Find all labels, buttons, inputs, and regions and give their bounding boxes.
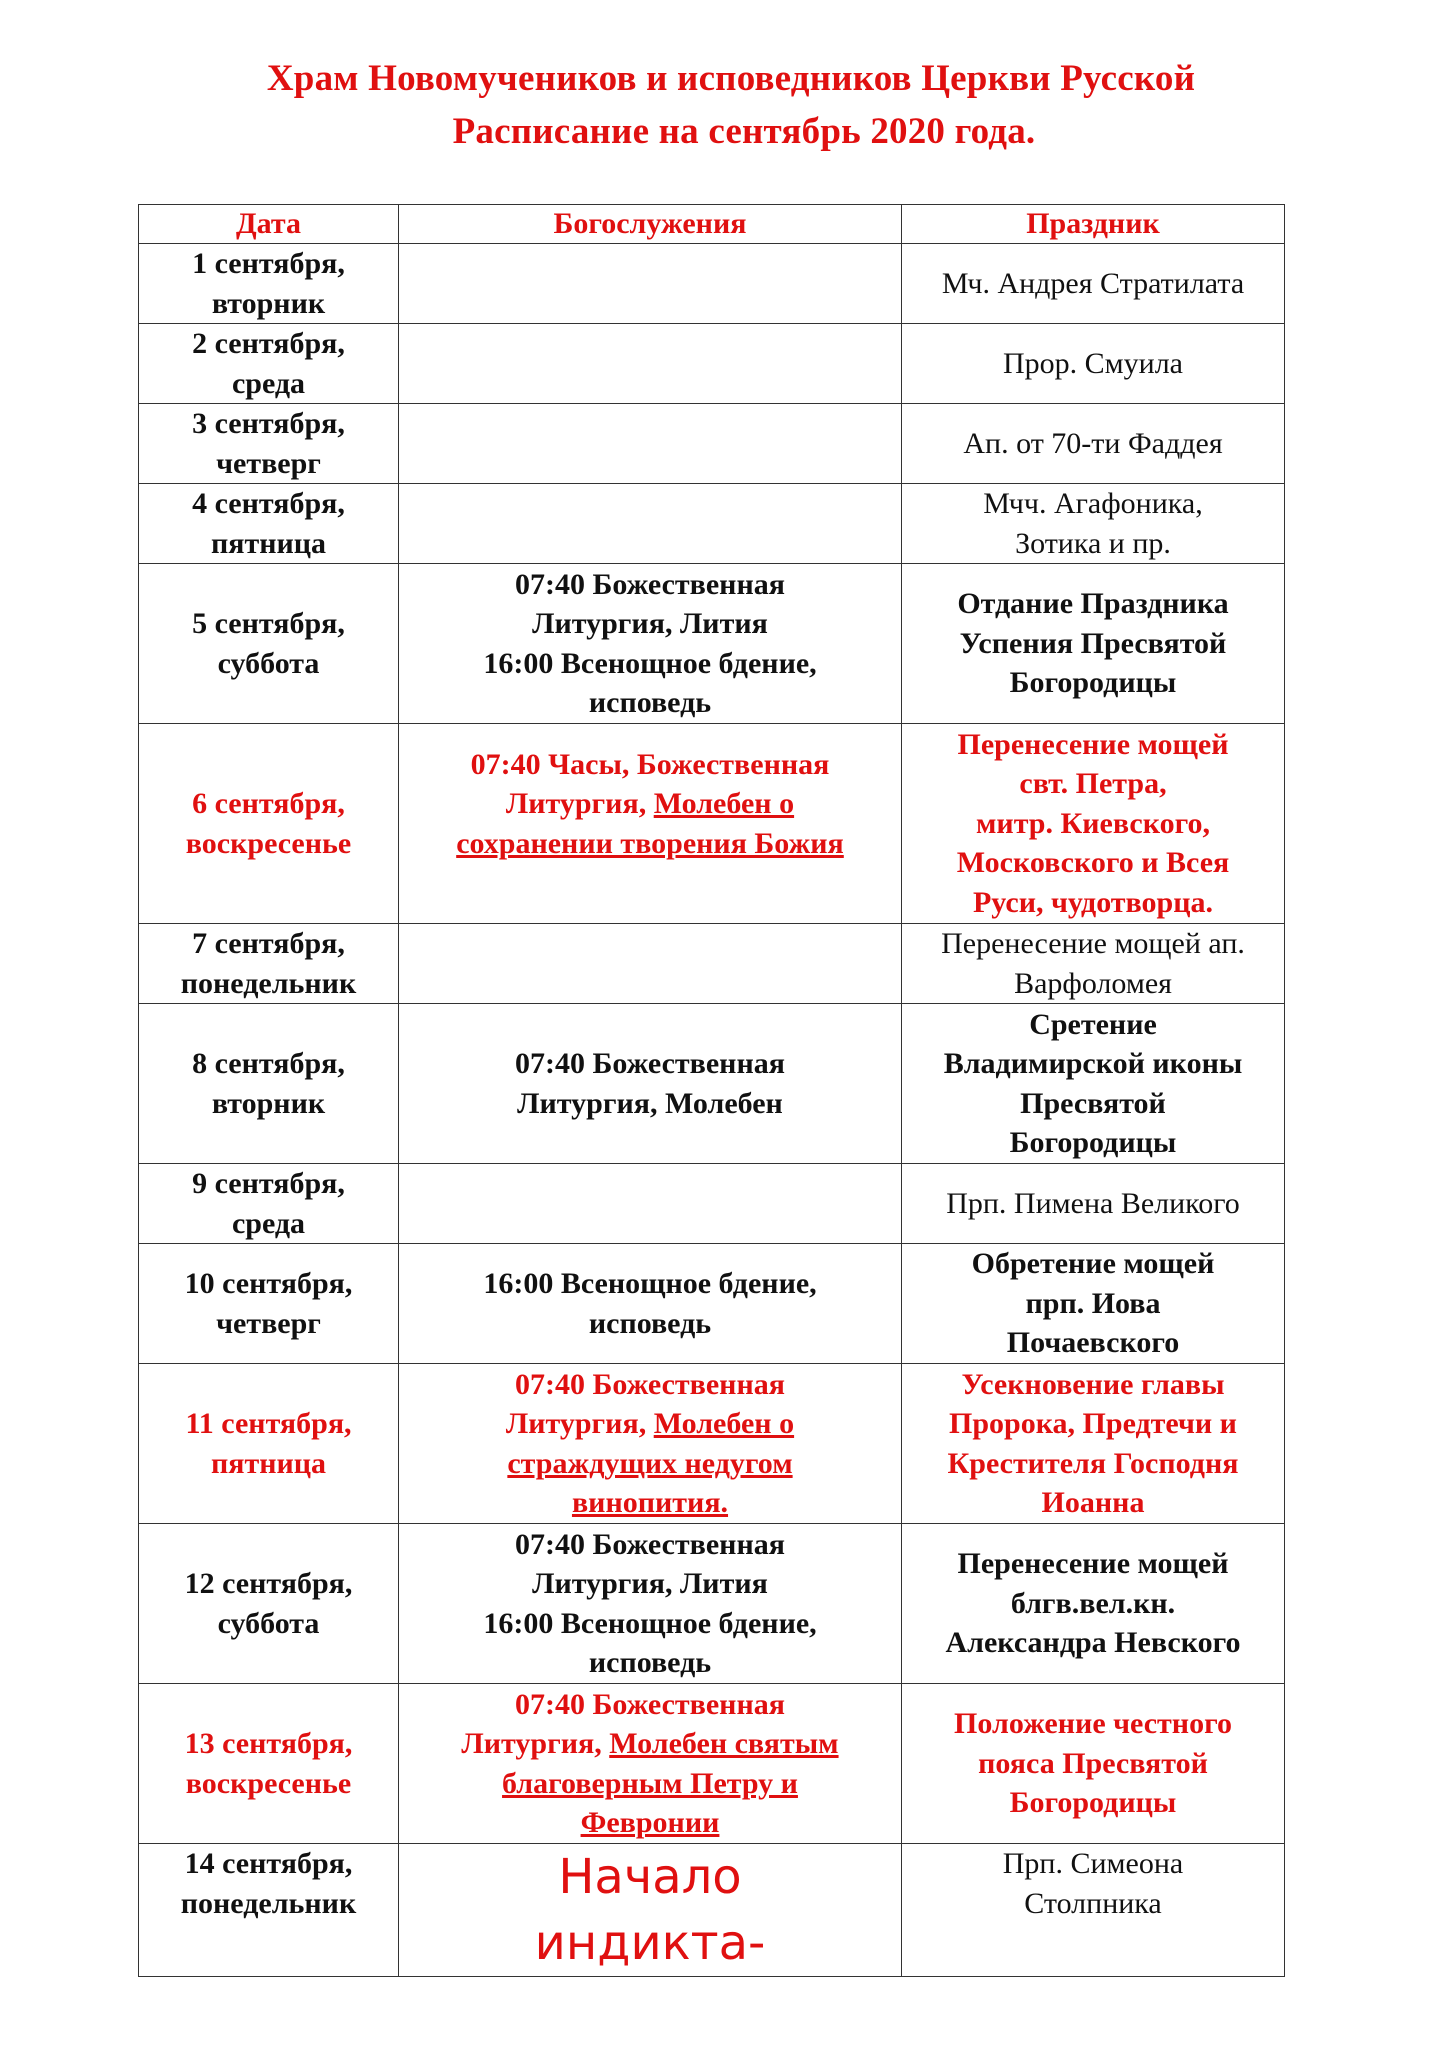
services-cell	[399, 244, 902, 324]
header-feast: Праздник	[902, 205, 1285, 244]
date-cell: 3 сентября, четверг	[139, 404, 399, 484]
table-row	[139, 924, 1285, 1004]
services-cell	[399, 924, 902, 1004]
date-cell: 7 сентября, понедельник	[139, 924, 399, 1004]
table-row	[139, 404, 1285, 484]
feast-cell: Положение честного пояса Пресвятой Богородицы	[902, 1684, 1285, 1844]
table-row	[139, 1364, 1285, 1524]
date-cell: 8 сентября, вторник	[139, 1004, 399, 1164]
date-cell: 10 сентября, четверг	[139, 1244, 399, 1364]
services-cell	[399, 1844, 902, 1977]
feast-cell: Отдание Праздника Успения Пресвятой Богородицы	[902, 564, 1285, 724]
date-cell: 2 сентября, среда	[139, 324, 399, 404]
header-services: Богослужения	[399, 205, 902, 244]
services-cell: 07:40 Божественная Литургия, Лития 16:00 Всенощное бдение, исповедь	[399, 564, 902, 724]
services-cell	[399, 404, 902, 484]
header-date: Дата	[139, 205, 399, 244]
moleben-link-cont[interactable]: сохранении творения Божия	[456, 826, 844, 860]
table-row	[139, 244, 1285, 324]
date-cell: 12 сентября, суббота	[139, 1524, 399, 1684]
feast-cell: Перенесение мощей блгв.вел.кн. Александра Невского	[902, 1524, 1285, 1684]
feast-cell: Прп. Пимена Великого	[902, 1164, 1285, 1244]
indikt-line: Начало	[558, 1849, 742, 1905]
document-header	[0, 52, 1448, 158]
moleben-link-cont[interactable]: страждущих недугом	[507, 1446, 793, 1480]
services-cell: 07:40 Божественная Литургия, Лития 16:00 Всенощное бдение, исповедь	[399, 1524, 902, 1684]
services-cell	[399, 1164, 902, 1244]
services-cell: 07:40 Божественная Литургия, Молебен святым благоверным Петру и Февронии	[399, 1684, 902, 1844]
services-cell: 07:40 Часы, Божественная Литургия, Молебен о сохранении творения Божия	[399, 724, 902, 924]
schedule-title: Расписание на сентябрь 2020 года.	[452, 111, 1036, 152]
moleben-link[interactable]: Молебен о	[653, 787, 795, 820]
schedule-table	[138, 204, 1285, 1977]
date-cell: 14 сентября, понедельник	[139, 1844, 399, 1977]
feast-cell: Прп. Симеона Столпника	[902, 1844, 1285, 1977]
date-cell: 5 сентября, суббота	[139, 564, 399, 724]
services-cell: 07:40 Божественная Литургия, Молебен	[399, 1004, 902, 1164]
feast-cell: Мчч. Агафоника, Зотика и пр.	[902, 484, 1285, 564]
feast-cell: Ап. от 70-ти Фаддея	[902, 404, 1285, 484]
moleben-link-cont[interactable]: винопития.	[571, 1486, 729, 1519]
table-row	[139, 1004, 1285, 1164]
date-cell: 1 сентября, вторник	[139, 244, 399, 324]
table-header-row	[139, 205, 1285, 244]
table-row	[139, 484, 1285, 564]
services-cell: 07:40 Божественная Литургия, Молебен о страждущих недугом винопития.	[399, 1364, 902, 1524]
table-row	[139, 1244, 1285, 1364]
services-cell	[399, 484, 902, 564]
table-row	[139, 1844, 1285, 1977]
moleben-link-cont[interactable]: благоверным Петру и	[502, 1766, 798, 1800]
table-row	[139, 1164, 1285, 1244]
services-cell: 16:00 Всенощное бдение, исповедь	[399, 1244, 902, 1364]
date-cell: 6 сентября, воскресенье	[139, 724, 399, 924]
date-cell: 11 сентября, пятница	[139, 1364, 399, 1524]
table-row	[139, 564, 1285, 724]
feast-cell: Перенесение мощей ап. Варфоломея	[902, 924, 1285, 1004]
indikt-line: индикта-	[534, 1915, 766, 1971]
date-cell: 9 сентября, среда	[139, 1164, 399, 1244]
table-row	[139, 724, 1285, 924]
feast-cell: Мч. Андрея Стратилата	[902, 244, 1285, 324]
moleben-link[interactable]: Молебен святым	[609, 1727, 839, 1760]
services-cell	[399, 324, 902, 404]
feast-cell: Перенесение мощей свт. Петра, митр. Киевского, Московского и Всея Руси, чудотворца.	[902, 724, 1285, 924]
moleben-link-cont[interactable]: Февронии	[580, 1806, 720, 1839]
date-cell: 4 сентября, пятница	[139, 484, 399, 564]
church-title: Храм Новомучеников и исповедников Церкви Русской	[266, 58, 1196, 99]
table-row	[139, 1684, 1285, 1844]
feast-cell: Обретение мощей прп. Иова Почаевского	[902, 1244, 1285, 1364]
table-row	[139, 1524, 1285, 1684]
feast-cell: Сретение Владимирской иконы Пресвятой Богородицы	[902, 1004, 1285, 1164]
feast-cell: Усекновение главы Пророка, Предтечи и Крестителя Господня Иоанна	[902, 1364, 1285, 1524]
feast-cell: Прор. Смуила	[902, 324, 1285, 404]
moleben-link[interactable]: Молебен о	[653, 1407, 795, 1440]
table-row	[139, 324, 1285, 404]
date-cell: 13 сентября, воскресенье	[139, 1684, 399, 1844]
